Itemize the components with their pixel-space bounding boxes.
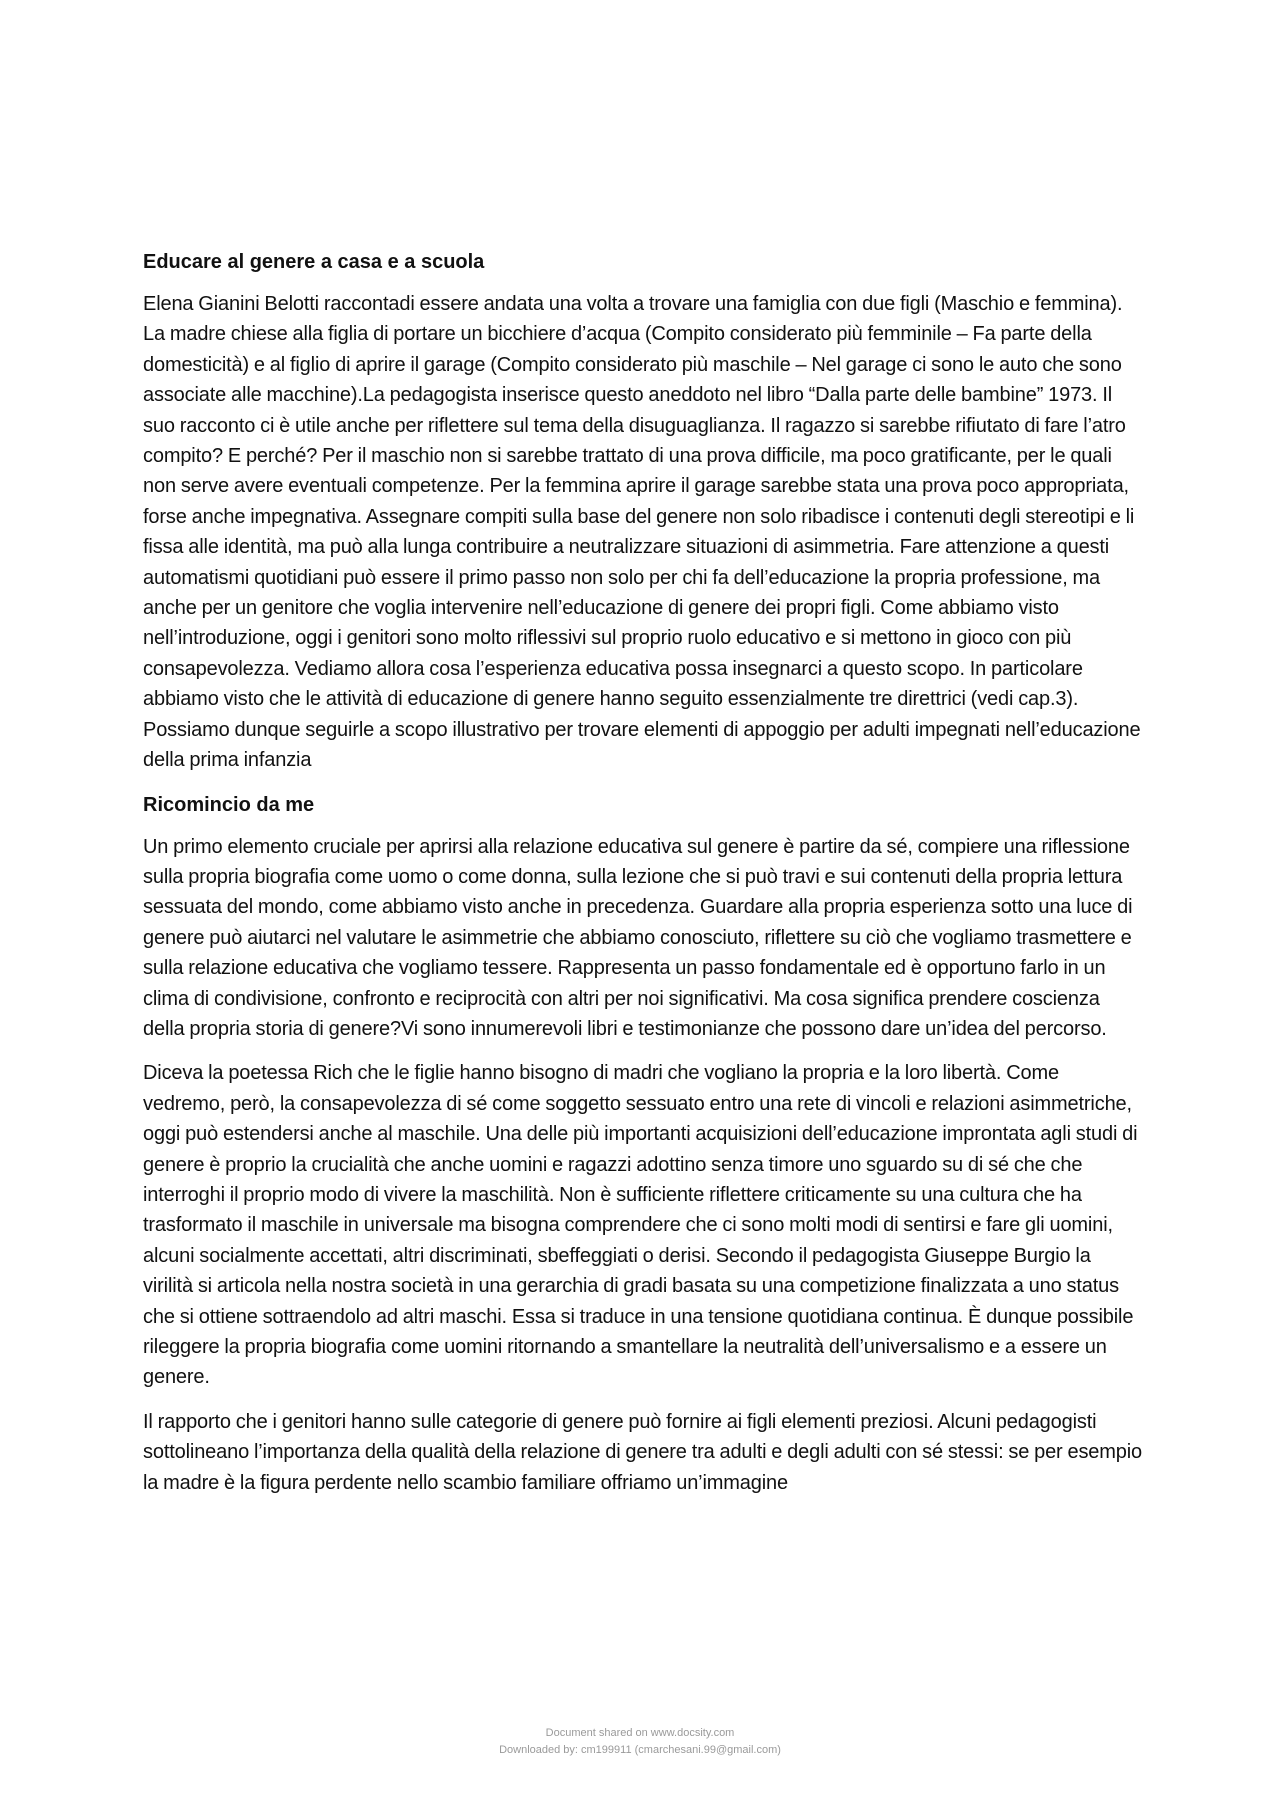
document-body <box>143 247 1143 1512</box>
paragraph-masculinity: Diceva la poetessa Rich che le figlie hanno bisogno di madri che vogliano la propria e la loro libertà. Come vedremo, però, la consapevolezza di sé come soggetto sessuato entro una rete di vincoli e relazioni asimmetriche, oggi può estendersi anche al maschile. Una delle più importanti acquisizioni dell’educazione improntata agli studi di genere è proprio la crucialità che anche uomini e ragazzi adottino senza timore uno sguardo su di sé che che interroghi il proprio modo di vivere la maschilità. Non è sufficiente riflettere criticamente su una cultura che ha trasformato il maschile in universale ma bisogna comprendere che ci sono molti modi di sentirsi e fare gli uomini, alcuni socialmente accettati, altri discriminati, sbeffeggiati o derisi. Secondo il pedagogista Giuseppe Burgio la virilità si articola nella nostra società in una gerarchia di gradi basata su una competizione finalizzata a uno status che si ottiene sottraendolo ad altri maschi. Essa si traduce in una tensione quotidiana continua. È dunque possibile rileggere la propria biografia come uomini ritornando a smantellare la neutralità dell’universalismo e a essere un genere. <box>143 1062 1138 1389</box>
footer-download-notice: Downloaded by: cm199911 (cmarchesani.99@gmail.com) <box>499 1744 781 1756</box>
paragraph-self-reflection: Un primo elemento cruciale per aprirsi alla relazione educativa sul genere è partire da sé, compiere una riflessione sulla propria biografia come uomo o come donna, sulla lezione che si può travi e sui contenuti della propria lettura sessuata del mondo, come abbiamo visto anche in precedenza. Guardare alla propria esperienza sotto una luce di genere può aiutarci nel valutare le asimmetrie che abbiamo conosciuto, riflettere su ciò che vogliamo trasmettere e sulla relazione educativa che vogliamo tessere. Rappresenta un passo fondamentale ed è opportuno farlo in un clima di condivisione, confronto e reciprocità con altri per noi significativi. Ma cosa significa prendere coscienza della propria storia di genere?Vi sono innumerevoli libri e testimonianze che possono dare un’idea del percorso. <box>143 835 1133 1040</box>
paragraph-parents: Il rapporto che i genitori hanno sulle categorie di genere può fornire ai figli elementi preziosi. Alcuni pedagogisti sottolineano l’importanza della qualità della relazione di genere tra adulti e degli adulti con sé stessi: se per esempio la madre è la figura perdente nello scambio familiare offriamo un’immagine <box>143 1410 1143 1494</box>
document-title: Educare al genere a casa e a scuola <box>143 251 485 273</box>
paragraph-intro: Elena Gianini Belotti raccontadi essere andata una volta a trovare una famiglia con due figli (Maschio e femmina). La madre chiese alla figlia di portare un bicchiere d’acqua (Compito considerato più femminile – Fa parte della domesticità) e al figlio di aprire il garage (Compito considerato più maschile – Nel garage ci sono le auto che sono associate alle macchine).La pedagogista inserisce questo aneddoto nel libro “Dalla parte delle bambine” 1973. Il suo racconto ci è utile anche per riflettere sul tema della disuguaglianza. Il ragazzo si sarebbe rifiutato di fare l’atro compito? E perché? Per il maschio non si sarebbe trattato di una prova difficile, ma poco gratificante, per le quali non serve avere eventuali competenze. Per la femmina aprire il garage sarebbe stata una prova poco appropriata, forse anche impegnativa. Assegnare compiti sulla base del genere non solo ribadisce i contenuti degli stereotipi e li fissa alle identità, ma può alla lunga contribuire a neutralizzare situazioni di asimmetria. Fare attenzione a questi automatismi quotidiani può essere il primo passo non solo per chi fa dell’educazione la propria professione, ma anche per un genitore che voglia intervenire nell’educazione di genere dei propri figli. Come abbiamo visto nell’introduzione, oggi i genitori sono molto riflessivi sul proprio ruolo educativo e si mettono in gioco con più consapevolezza. Vediamo allora cosa l’esperienza educativa possa insegnarci a questo scopo. In particolare abbiamo visto che le attività di educazione di genere hanno seguito essenzialmente tre direttrici (vedi cap.3). Possiamo dunque seguirle a scopo illustrativo per trovare elementi di appoggio per adulti impegnati nell’educazione della prima infanzia <box>143 293 1141 772</box>
section-heading: Ricomincio da me <box>143 793 315 816</box>
footer-shared-notice: Document shared on www.docsity.com <box>545 1727 735 1739</box>
